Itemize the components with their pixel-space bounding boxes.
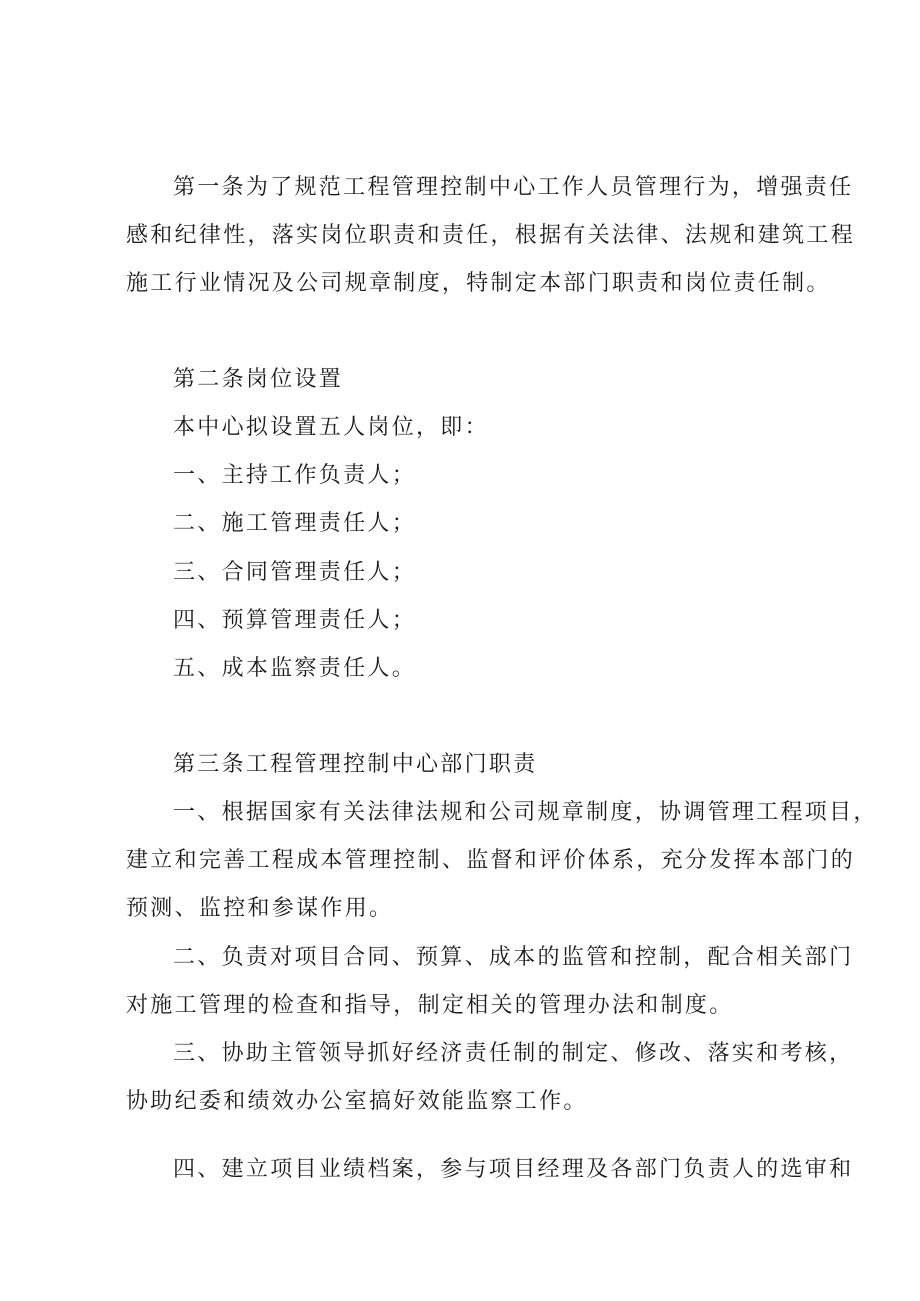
article3-heading: 第三条工程管理控制中心部门职责 xyxy=(173,752,538,777)
duty1-line-1: 一、根据国家有关法律法规和公司规章制度，协调管理工程项目， xyxy=(173,800,878,825)
post-item-4: 四、预算管理责任人； xyxy=(173,608,417,633)
duty4-line-1: 四、建立项目业绩档案，参与项目经理及各部门负责人的选审和 xyxy=(173,1157,854,1182)
duty1-line-2: 建立和完善工程成本管理控制、监督和评价体系，充分发挥本部门的 xyxy=(126,848,856,873)
duty1-line-3: 预测、监控和参谋作用。 xyxy=(126,896,394,921)
post-item-2: 二、施工管理责任人； xyxy=(173,511,417,536)
duty2-line-2: 对施工管理的检查和指导，制定相关的管理办法和制度。 xyxy=(126,993,734,1018)
post-item-5: 五、成本监察责任人。 xyxy=(173,656,417,681)
post-item-3: 三、合同管理责任人； xyxy=(173,560,417,585)
article1-line-2: 感和纪律性，落实岗位职责和责任，根据有关法律、法规和建筑工程 xyxy=(126,223,856,248)
post-item-1: 一、主持工作负责人； xyxy=(173,463,417,488)
article1-line-1: 第一条为了规范工程管理控制中心工作人员管理行为，增强责任 xyxy=(173,175,854,200)
duty3-line-2: 协助纪委和绩效办公室搞好效能监察工作。 xyxy=(126,1089,588,1114)
article1-line-3: 施工行业情况及公司规章制度，特制定本部门职责和岗位责任制。 xyxy=(126,271,831,296)
article2-intro: 本中心拟设置五人岗位，即： xyxy=(173,415,489,440)
duty3-line-1: 三、协助主管领导抓好经济责任制的制定、修改、落实和考核， xyxy=(173,1041,854,1066)
article2-heading: 第二条岗位设置 xyxy=(173,367,344,392)
duty2-line-1: 二、负责对项目合同、预算、成本的监管和控制，配合相关部门 xyxy=(173,945,854,970)
